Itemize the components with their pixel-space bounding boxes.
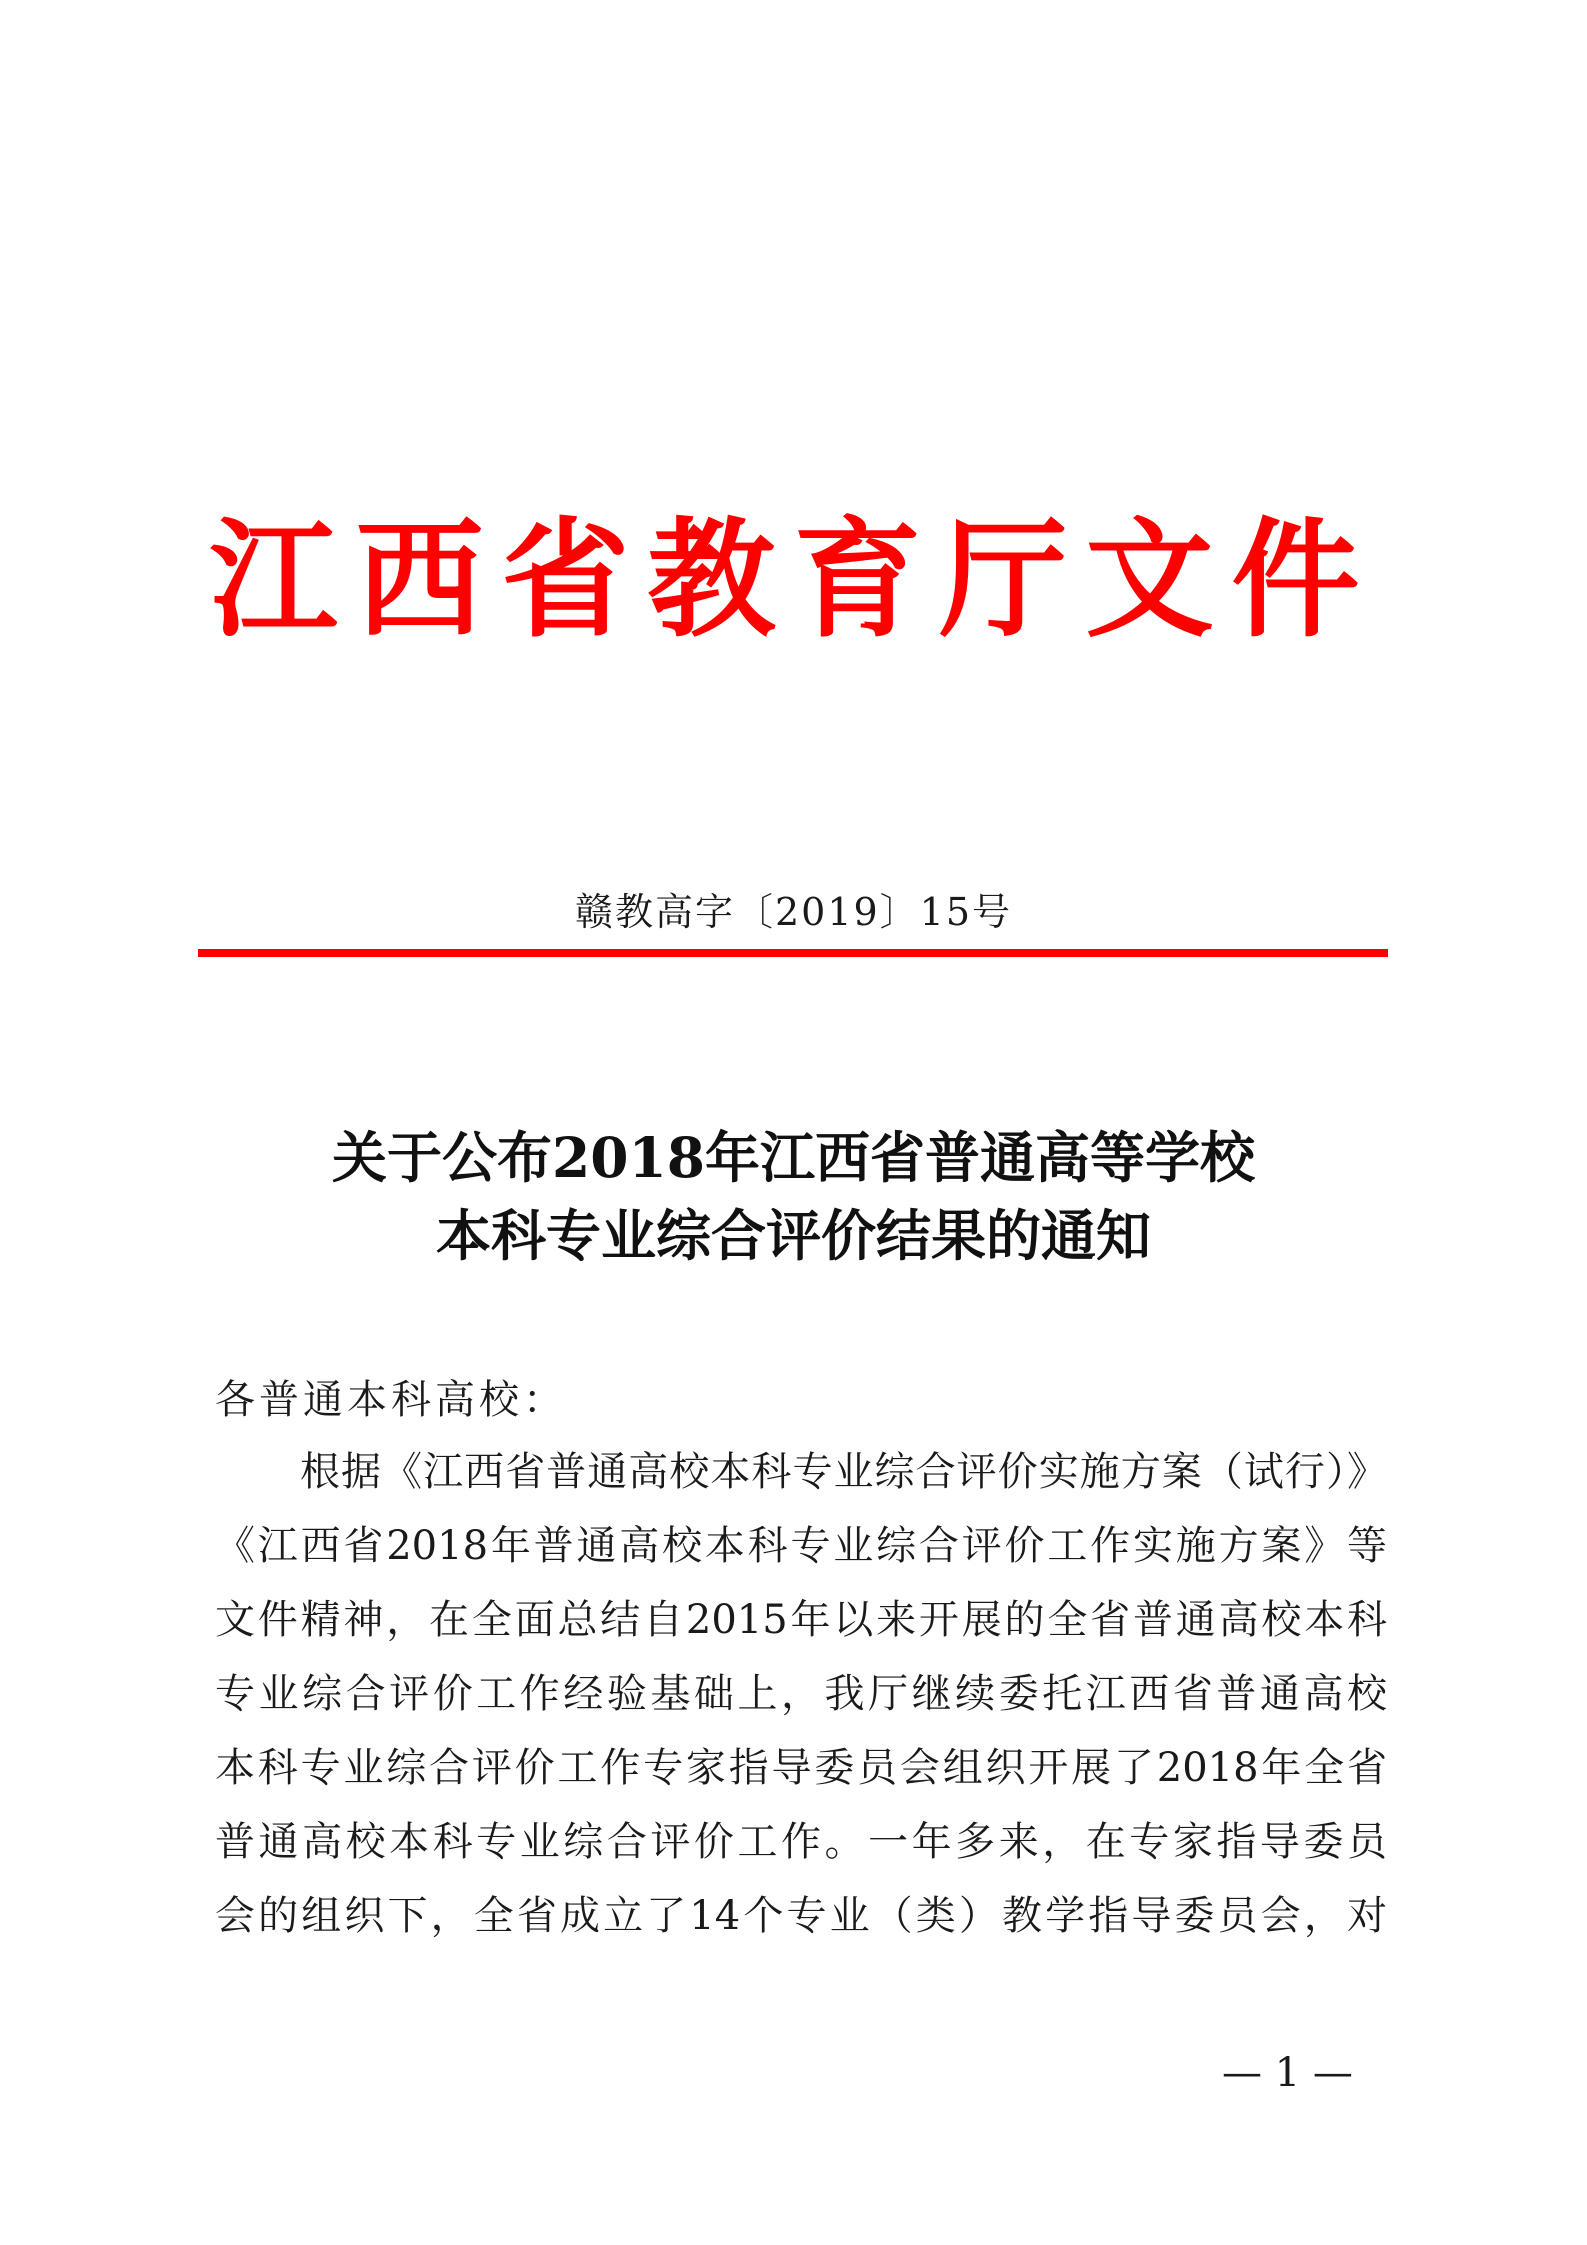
body-line-4: 专业综合评价工作经验基础上，我厅继续委托江西省普通高校 [215, 1671, 1387, 1717]
document-number: 赣教高字〔2019〕15号 [574, 890, 1013, 934]
notice-title-line-2: 本科专业综合评价结果的通知 [435, 1203, 1151, 1268]
salutation: 各普通本科高校： [215, 1377, 567, 1423]
page-number: — 1 — [1222, 2050, 1353, 2096]
body-line-6: 普通高校本科专业综合评价工作。一年多来，在专家指导委员 [215, 1819, 1387, 1865]
notice-title-line-1: 关于公布2018年江西省普通高等学校 [331, 1125, 1256, 1190]
body-line-5: 本科专业综合评价工作专家指导委员会组织开展了2018年全省 [215, 1745, 1387, 1791]
body-line-3: 文件精神，在全面总结自2015年以来开展的全省普通高校本科 [215, 1597, 1387, 1643]
red-divider-line [198, 949, 1388, 957]
document-masthead: 江西省教育厅文件 [209, 505, 1378, 655]
body-line-1: 根据《江西省普通高校本科专业综合评价实施方案（试行）》 [300, 1449, 1387, 1495]
body-line-2: 《江西省2018年普通高校本科专业综合评价工作实施方案》等 [215, 1523, 1387, 1569]
body-line-7: 会的组织下，全省成立了14个专业（类）教学指导委员会，对 [215, 1893, 1387, 1939]
